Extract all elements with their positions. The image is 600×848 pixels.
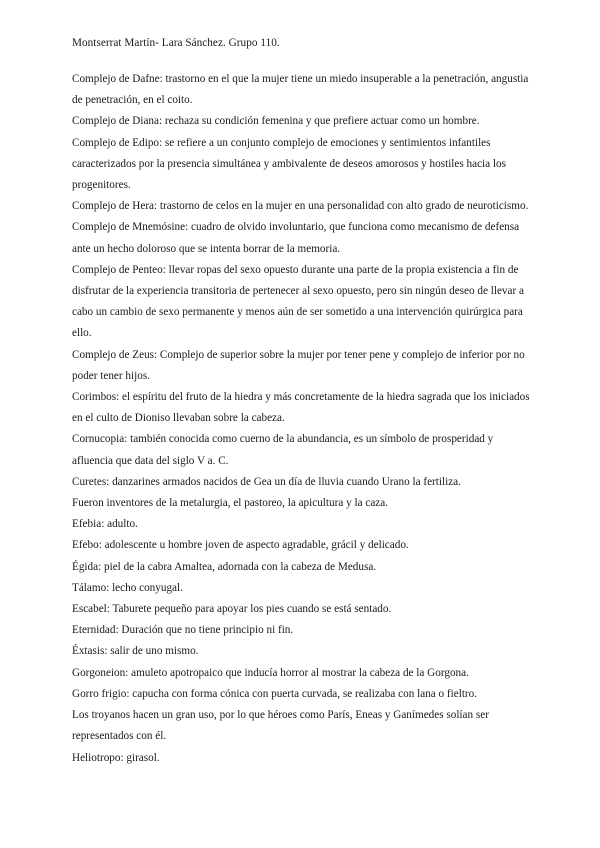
glossary-entry: Escabel: Taburete pequeño para apoyar los pies cuando se está sentado. — [72, 603, 392, 616]
glossary-entry: Complejo de Mnemósine: cuadro de olvido involuntario, que funciona como mecanismo de defensa ante un hecho doloroso que se intenta borrar de la memoria. — [72, 221, 520, 255]
glossary-body — [72, 69, 534, 769]
glossary-entry: Complejo de Dafne: trastorno en el que la mujer tiene un miedo insuperable a la penetración, angustia de penetración, en el coito. — [72, 73, 529, 107]
glossary-entry: Gorro frigio: capucha con forma cónica con puerta curvada, se realizaba con lana o fieltro. — [72, 687, 478, 700]
glossary-entry: Complejo de Hera: trastorno de celos en la mujer en una personalidad con alto grado de neuroticismo. — [72, 200, 529, 213]
glossary-entry: Fueron inventores de la metalurgia, el pastoreo, la apicultura y la caza. — [72, 497, 389, 510]
glossary-entry: Complejo de Zeus: Complejo de superior sobre la mujer por tener pene y complejo de inferior por no poder tener hijos. — [72, 348, 525, 382]
glossary-entry: Eternidad: Duración que no tiene principio ni fin. — [72, 624, 294, 637]
glossary-entry: Égida: piel de la cabra Amaltea, adornada con la cabeza de Medusa. — [72, 560, 377, 573]
glossary-entry: Complejo de Diana: rechaza su condición femenina y que prefiere actuar como un hombre. — [72, 115, 480, 128]
glossary-entry: Corimbos: el espíritu del fruto de la hiedra y más concretamente de la hiedra sagrada que los iniciados en el culto de Dioniso llevaban sobre la cabeza. — [72, 391, 530, 425]
glossary-entry: Los troyanos hacen un gran uso, por lo que héroes como París, Eneas y Ganímedes solían ser representados con él. — [72, 709, 489, 743]
glossary-entry: Gorgoneion: amuleto apotropaico que inducía horror al mostrar la cabeza de la Gorgona. — [72, 666, 469, 679]
glossary-entry: Tálamo: lecho conyugal. — [72, 581, 183, 594]
glossary-entry: Complejo de Penteo: llevar ropas del sexo opuesto durante una parte de la propia existencia a fin de disfrutar de la experiencia transitoria de pertenecer al sexo opuesto, pero sin ningún deseo de llevar a cabo un cambio de sexo permanente y menos aún de ser sometido a una intervención quirúrgica para ello. — [72, 263, 524, 340]
glossary-entry: Efebo: adolescente u hombre joven de aspecto agradable, grácil y delicado. — [72, 539, 409, 552]
glossary-entry: Efebia: adulto. — [72, 518, 138, 531]
glossary-entry: Cornucopia: también conocida como cuerno de la abundancia, es un símbolo de prosperidad y afluencia que data del siglo V a. C. — [72, 433, 494, 467]
page-header: Montserrat Martín- Lara Sánchez. Grupo 110. — [72, 37, 280, 49]
glossary-entry: Complejo de Edipo: se refiere a un conjunto complejo de emociones y sentimientos infantiles caracterizados por la presencia simultánea y ambivalente de deseos amorosos y hostiles hacia los progenitores. — [72, 136, 506, 192]
glossary-entry: Curetes: danzarines armados nacidos de Gea un día de lluvia cuando Urano la fertiliza. — [72, 475, 461, 488]
glossary-entry: Éxtasis: salir de uno mismo. — [72, 645, 199, 658]
glossary-entry: Heliotropo: girasol. — [72, 751, 160, 764]
